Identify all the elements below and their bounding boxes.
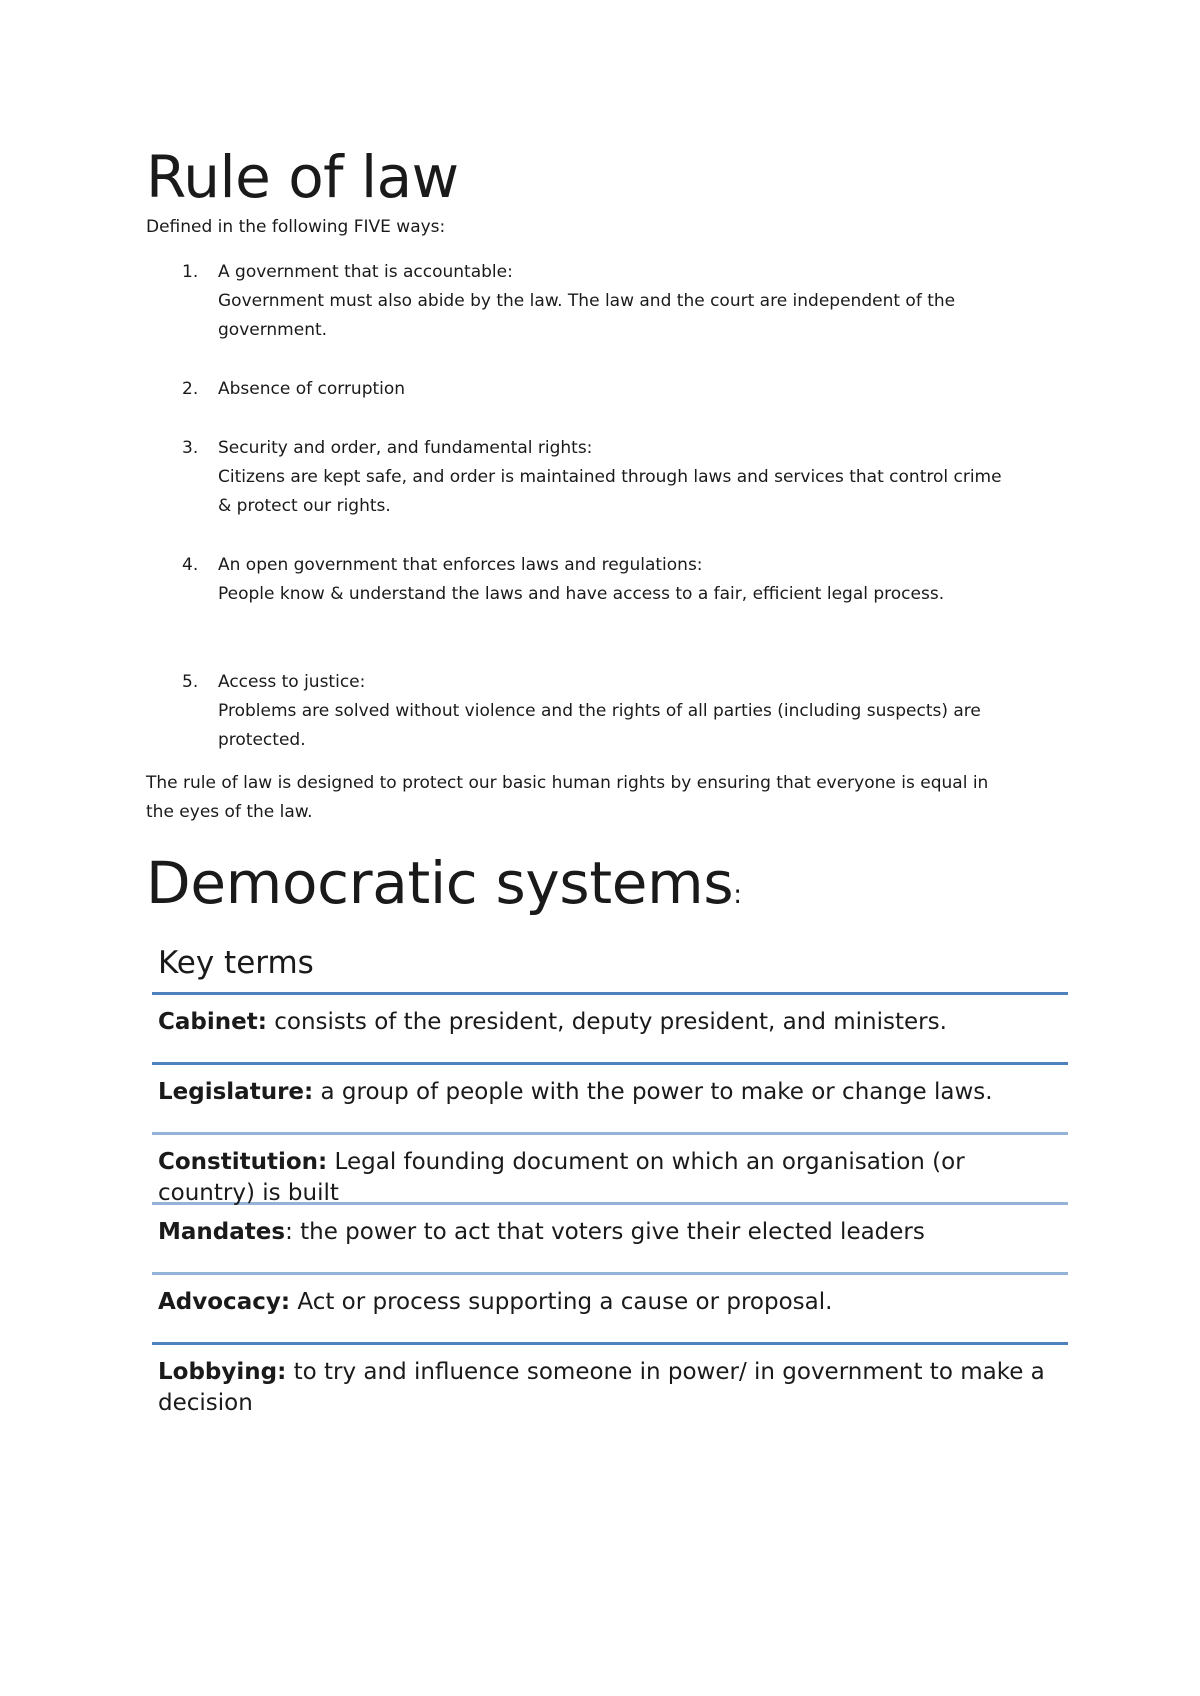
rule-of-law-summary (146, 769, 1066, 827)
list-number: 2. (182, 379, 199, 399)
democratic-systems-title-text: Democratic systems (146, 849, 734, 917)
term-label: Lobbying: (158, 1359, 287, 1385)
title-colon: : (733, 880, 742, 910)
list-number: 5. (182, 672, 199, 692)
list-item-heading: Access to justice: (218, 672, 366, 692)
term-label: Constitution: (158, 1149, 328, 1175)
term-definition: consists of the president, deputy president, and ministers. (266, 1009, 947, 1035)
term-row-legislature (152, 1062, 1068, 1132)
term-row-cabinet (152, 992, 1068, 1062)
list-item-text: government. (218, 320, 328, 340)
list-item-text: Citizens are kept safe, and order is maintained through laws and services that control crime (218, 467, 1002, 487)
term-label: Mandates (158, 1219, 286, 1245)
rule-of-law-title: Rule of law (146, 143, 459, 211)
list-item-text: Problems are solved without violence and the rights of all parties (including suspects) are (218, 701, 981, 721)
term-definition: Legal founding document on which an organisation (or country) is built (158, 1149, 965, 1206)
list-number: 3. (182, 438, 199, 458)
list-item (146, 375, 1076, 404)
list-item-text: & protect our rights. (218, 496, 391, 516)
key-terms-heading: Key terms (158, 945, 314, 981)
list-item (146, 551, 1076, 609)
list-number: 1. (182, 262, 199, 282)
list-item (146, 434, 1076, 521)
term-definition: to try and influence someone in power/ in government to make a decision (158, 1359, 1045, 1416)
list-number: 4. (182, 555, 199, 575)
term-definition: : the power to act that voters give their elected leaders (285, 1219, 925, 1245)
democratic-systems-title (146, 848, 742, 930)
term-row-mandates (152, 1202, 1068, 1272)
list-item-heading: Security and order, and fundamental rights: (218, 438, 593, 458)
key-terms-table (152, 992, 1068, 1416)
summary-line: The rule of law is designed to protect our basic human rights by ensuring that everyone is equal in (146, 773, 989, 793)
list-item-heading: Absence of corruption (218, 379, 406, 399)
list-item-text: protected. (218, 730, 306, 750)
list-item (146, 668, 1076, 755)
list-item (146, 258, 1076, 345)
five-ways-list (146, 258, 1076, 785)
rule-of-law-intro: Defined in the following FIVE ways: (146, 217, 446, 237)
term-label: Cabinet: (158, 1009, 267, 1035)
list-item-text: People know & understand the laws and have access to a fair, efficient legal process. (218, 584, 945, 604)
term-label: Advocacy: (158, 1289, 291, 1315)
summary-line: the eyes of the law. (146, 802, 313, 822)
term-definition: Act or process supporting a cause or proposal. (290, 1289, 833, 1315)
list-item-heading: A government that is accountable: (218, 262, 513, 282)
term-definition: a group of people with the power to make or change laws. (313, 1079, 993, 1105)
term-row-constitution (152, 1132, 1068, 1206)
term-row-advocacy (152, 1272, 1068, 1342)
list-item-heading: An open government that enforces laws and regulations: (218, 555, 703, 575)
term-label: Legislature: (158, 1079, 314, 1105)
list-item-text: Government must also abide by the law. The law and the court are independent of the (218, 291, 956, 311)
term-row-lobbying (152, 1342, 1068, 1416)
